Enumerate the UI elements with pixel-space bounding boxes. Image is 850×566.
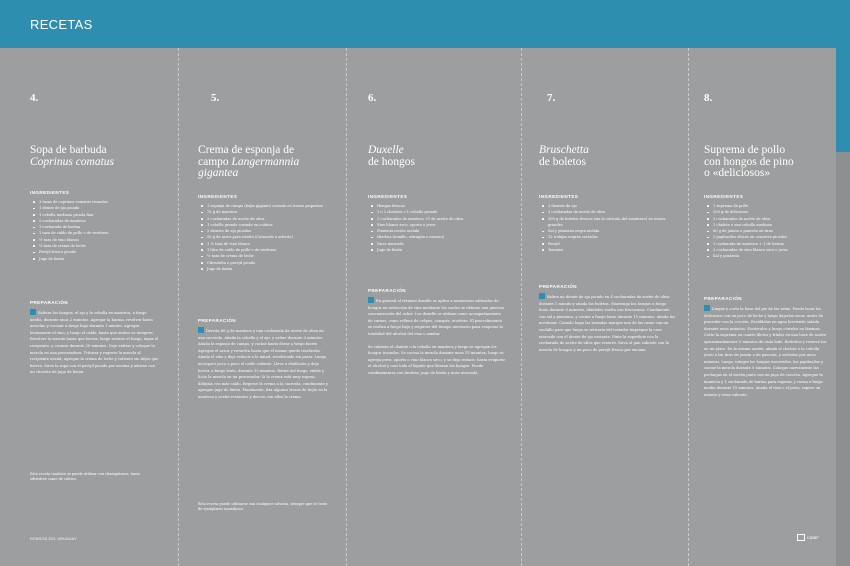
ingredients-section xyxy=(368,194,506,253)
recipe-title-line: Crema de esponja de xyxy=(198,144,295,156)
preparation-label: PREPARACIÓN xyxy=(368,288,407,293)
recipe-number: 5. xyxy=(211,92,220,104)
ingredient-item: 2 cucharadas de aceite de oliva xyxy=(201,216,330,222)
ingredient-item: Vino blanco seco, oporto o jerez xyxy=(371,222,506,228)
preparation-label: PREPARACIÓN xyxy=(30,300,69,305)
ingredient-item: Jugo de limón xyxy=(201,266,330,272)
preparation-label: PREPARACIÓN xyxy=(539,284,578,289)
recipe-title-line: campo xyxy=(198,155,232,168)
logo-icon xyxy=(797,534,805,541)
recipe-number: 8. xyxy=(704,92,713,104)
ingredient-item: 1 cucharada de harina xyxy=(33,224,160,230)
ingredients-section xyxy=(704,194,828,260)
ingredient-item: 1 chalote o una cebolla mediana xyxy=(707,222,828,228)
recipe-number: 6. xyxy=(368,92,377,104)
recipe-title-line: o «deliciosos» xyxy=(704,167,771,179)
recipe-column-7 xyxy=(539,48,685,566)
page-edge-strip xyxy=(836,152,850,566)
recipe-column-8 xyxy=(704,48,832,566)
ingredient-item: 1 cebolla grande cortada en cubitos xyxy=(201,222,330,228)
ingredient-item: 2 cucharadas de vino blanco seco o jerez xyxy=(707,247,828,253)
section-title: RECETAS xyxy=(30,17,93,32)
ingredient-item: 2 cucharadas de manteca +1 de aceite de oliva xyxy=(371,216,506,222)
ingredient-item: 1 taza de caldo de pollo o de verduras xyxy=(33,230,160,236)
ingredient-item: Sal y pimienta xyxy=(707,253,828,259)
ingredient-item: 200 g de deliciosos xyxy=(707,209,828,215)
preparation-section xyxy=(704,296,828,398)
recipe-title-species: Bruschetta xyxy=(539,144,589,156)
column-divider xyxy=(521,48,522,566)
ingredients-label: INGREDIENTES xyxy=(198,194,238,199)
recipe-title xyxy=(704,145,794,180)
paragraph-marker xyxy=(539,293,545,299)
ingredient-item: 3 tazas de coprinus comatus trozados xyxy=(33,199,160,205)
ingredient-item: Cibouletta o perejil picado xyxy=(201,260,330,266)
ingredient-item: Jugo de limón xyxy=(371,247,506,253)
ingredient-item: 12 rodajas negras cortadas xyxy=(542,234,675,240)
recipe-title-line: de hongos xyxy=(368,155,415,168)
paragraph-marker xyxy=(198,327,204,333)
ingredient-item: Hierbas (tomillo, estragón o romero) xyxy=(371,234,506,240)
recipe-title-species: Coprinus comatus xyxy=(30,155,115,168)
ingredients-list xyxy=(201,203,330,272)
ingredient-item: 3 cucharadas de aceite de oliva xyxy=(707,216,828,222)
ingredient-item: Tomates xyxy=(542,247,675,253)
ingredient-item: 2 cucharadas de manteca xyxy=(33,218,160,224)
ingredients-label: INGREDIENTES xyxy=(704,194,744,199)
recipe-title-species: gigantea xyxy=(198,167,239,179)
recipe-column-4 xyxy=(30,48,172,566)
header-bar xyxy=(0,0,850,48)
ingredient-item: 1 ¼ taza de vino blanco xyxy=(201,241,330,247)
recipe-title-line: de boletos xyxy=(539,155,586,168)
recipe-title xyxy=(539,145,589,168)
ingredient-item: 1 diente de ajo picado xyxy=(33,205,160,211)
ingredient-item: 75 g de manteca xyxy=(201,209,330,215)
ingredient-item: ½ taza de crema de leche xyxy=(201,253,330,259)
ingredients-label: INGREDIENTES xyxy=(30,190,70,195)
ingredient-item: Sal y pimienta negra molida xyxy=(542,228,675,234)
ingredient-item: ½ taza de crema de leche xyxy=(33,243,160,249)
ingredient-item: 1 o 2 chalotes o 1 cebolla grande xyxy=(371,209,506,215)
paragraph-marker xyxy=(30,309,36,315)
ingredient-item: 3 cucharadas de aceite de oliva xyxy=(542,209,675,215)
recipe-title xyxy=(368,145,415,168)
recipe-note: Esta receta puede utilizarse con cualquier calvatia, siempre que se trate de ejemplares inmaduros. xyxy=(198,502,328,512)
ingredient-item: Perejil xyxy=(542,241,675,247)
preparation-text-2: Se calienta el chalote o la cebolla en manteca y luego se agregan los hongos trozados. Se cocina la mezcla durante unos 15 minutos, luego se agrega jerez, oporto o vino blanco seco, y se deja reducir, hasta evaporar el alcohol y casi todo el líquido que liberan los hongos. Puede condimentarse con hierbas, jugo de limón y nuez moscada. xyxy=(368,344,506,375)
ingredient-item: 1 cebolla mediana picada fina xyxy=(33,212,160,218)
ingredient-item: 50 g de arroz para risotto (Carnaroli o arborio) xyxy=(201,234,330,240)
preparation-text: En general el término duxelle se aplica a numerosos salteados de hongos en reducción de vino mediante los cuales se obtiene una gustosa concentración del sabor. Los duxelle se utilizan como acompañamiento de carnes, como relleno de crêpes, canapés, etcétera. El procedimiento se realiza a fuego bajo y requiere del tiempo necesario para evaporar la totalidad del alcohol del vino o similar. xyxy=(368,299,504,336)
recipe-title-species: Duxelle xyxy=(368,144,404,156)
ingredient-item: 2 dientes de ajo picados xyxy=(201,228,330,234)
ingredient-item: 60 g de jamón o panceta en tiras xyxy=(707,228,828,234)
preparation-section xyxy=(30,300,160,376)
ingredients-section xyxy=(30,190,160,262)
ingredient-item: Perejil fresco picado xyxy=(33,249,160,255)
preparation-text: Derrita 60 g de manteca y una cucharada de aceite de oliva en una cacerola. Añada la cebolla y el ajo, y saltee durante 3 minutos. Añada la esponja de campo, y cocine hasta dorar a fuego fuerte. Agregue el arroz y revuelva hasta que el mismo quede traslúcido. Añada el vino y deje reducir a la mitad, revolviendo sin parar. Luego, incorpore poco a poco el caldo caliente. Lleve a ebullición y deje hervir, a fuego lento, durante 15 minutos. Retire del fuego, enfríe y licúe la mezcla en un procesador. Si la crema está muy espesa, dilúyala con más caldo. Regrese la crema a la cacerola, condimente y agregue jugo de limón. Finalmente, fría algunos trozos de bejín en la manteca y aceite restantes y decore con ellos la crema. xyxy=(198,329,329,399)
recipe-note: Esta receta también se puede utilizar con champiñones, tanto silvestres como de cultivo. xyxy=(30,472,141,482)
preparation-section xyxy=(539,284,675,353)
recipe-title xyxy=(30,145,114,168)
recipe-column-6 xyxy=(368,48,516,566)
ingredient-item: Pimienta recién molida xyxy=(371,228,506,234)
ingredient-item: Nuez moscada xyxy=(371,241,506,247)
preparation-section xyxy=(198,318,330,401)
column-divider xyxy=(688,48,689,566)
recipe-title-species: Langermannia xyxy=(231,155,300,168)
preparation-section xyxy=(368,288,506,377)
preparation-label: PREPARACIÓN xyxy=(704,296,743,301)
paragraph-marker xyxy=(368,297,374,303)
column-divider xyxy=(178,48,179,566)
footer-publication: HONGOS DEL URUGUAY xyxy=(30,537,77,541)
ingredient-item: 300 g de boletus frescos (sin la cutícula del sombrero) en trozos grandes xyxy=(542,216,675,229)
ingredient-item: 2 papitas/los chicos en conserva picados xyxy=(707,234,828,240)
ingredients-list xyxy=(542,203,675,253)
recipe-number: 7. xyxy=(547,92,556,104)
ingredient-item: Jugo de limón xyxy=(33,256,160,262)
recipe-number: 4. xyxy=(30,92,39,104)
paragraph-marker xyxy=(704,305,710,311)
recipe-title-line: Suprema de pollo xyxy=(704,144,786,156)
ingredients-section xyxy=(539,194,675,253)
ingredients-list xyxy=(371,203,506,253)
ingredient-item: 1 cucharada de manteca + 1 de harina xyxy=(707,241,828,247)
footer-logo xyxy=(797,534,819,541)
ingredients-list xyxy=(33,199,160,262)
recipe-column-5 xyxy=(198,48,340,566)
ingredients-label: INGREDIENTES xyxy=(368,194,408,199)
ingredients-list xyxy=(707,203,828,260)
preparation-text: Saltee un diente de ajo picado en 4 cucharadas de aceite de oliva durante 1 minuto y añada los boletus. Mantenga los hongos a fuego lento durante 5 minutos, dándoles vuelta con frecuencia. Condimente con sal y pimienta, y cocine a fuego lento durante 15 minutos. Añada las aceitunas. Cuando haga las tostadas marque una de las caras con un cuchillo para que luego se retiraría del tostador impregne la cara marcada con el diente de ajo restante. Pinte la superficie con la cucharada de aceite de oliva que reservó. Sirva al pan caliente con la mezcla de hongos y un poco de perejil fresco por encima. xyxy=(539,295,675,352)
ingredient-item: 1 suprema de pollo xyxy=(707,203,828,209)
ingredient-item: 1 esponja de campo (bejín gigante) cortada en trozos pequeños xyxy=(201,203,330,209)
recipe-title xyxy=(198,145,299,180)
preparation-text: Limpie y corte la base del pie de las setas. Puede lavar los deliciosos con un poco de leche y luego dejarlos secar, antes de proceder con la cocción. Escáldelos en agua hirviendo salada durante unos minutos. Escúrralos y luego córtelos en láminas. Corte la suprema en cuatro filetes y fríalos en una base de aceite aproximadamente 5 minutos de cada lado. Retírelos y reserve los en un plato. En la misma sartén, añada el chalote o la cebolla junto a las tiras de jamón o de panceta, y sofríalos por unos minutos. Luego, integre los hongos escurridos, los papitas/los y cocine la mezcla durante 5 minutos. Coloque nuevamente las pechugas en el sartén junto con un jugo de cocción. Agregue la manteca y 1 cucharada de harina para espesar, y cueza a fuego medio durante 10 minutos. Añada el vino o el jerez, espere un minuto y sirva caliente. xyxy=(704,307,827,397)
ingredient-item: ½ taza de vino blanco xyxy=(33,237,160,243)
ingredient-item: 1 litro de caldo de pollo o de verduras xyxy=(201,247,330,253)
column-divider xyxy=(346,48,347,566)
preparation-label: PREPARACIÓN xyxy=(198,318,237,323)
logo-text: CIBBF xyxy=(807,535,819,540)
ingredients-section xyxy=(198,194,330,272)
recipe-title-line: con hongos de pino xyxy=(704,155,794,168)
page-edge-accent xyxy=(836,48,850,152)
ingredient-item: 2 dientes de ajo xyxy=(542,203,675,209)
ingredient-item: Hongos frescos xyxy=(371,203,506,209)
recipe-title-line: Sopa de barbuda xyxy=(30,144,107,156)
ingredients-label: INGREDIENTES xyxy=(539,194,579,199)
preparation-text: Saltear los hongos, el ajo y la cebolla en manteca, a fuego medio, durante unos 2 minutos. Agregar la harina, revolver hasta mezclar, y cocinar a fuego bajo durante 1 minuto. Agregar lentamente el vino, y luego el caldo, hasta que ambos se integren. Revolver la mezcla hasta que hierva, luego reducir el fuego, tapar el recipiente, y cocinar durante 20 minutos. Deje enfriar y coloque la mezcla en una procesadora. Triturar y regrese la mezcla al recipiente inicial; agregue la crema de leche y caliente sin dejar que hierva. Sirva la sopa con el perejil picado por encima y adorne con un chorrito de jugo de limón. xyxy=(30,311,159,375)
